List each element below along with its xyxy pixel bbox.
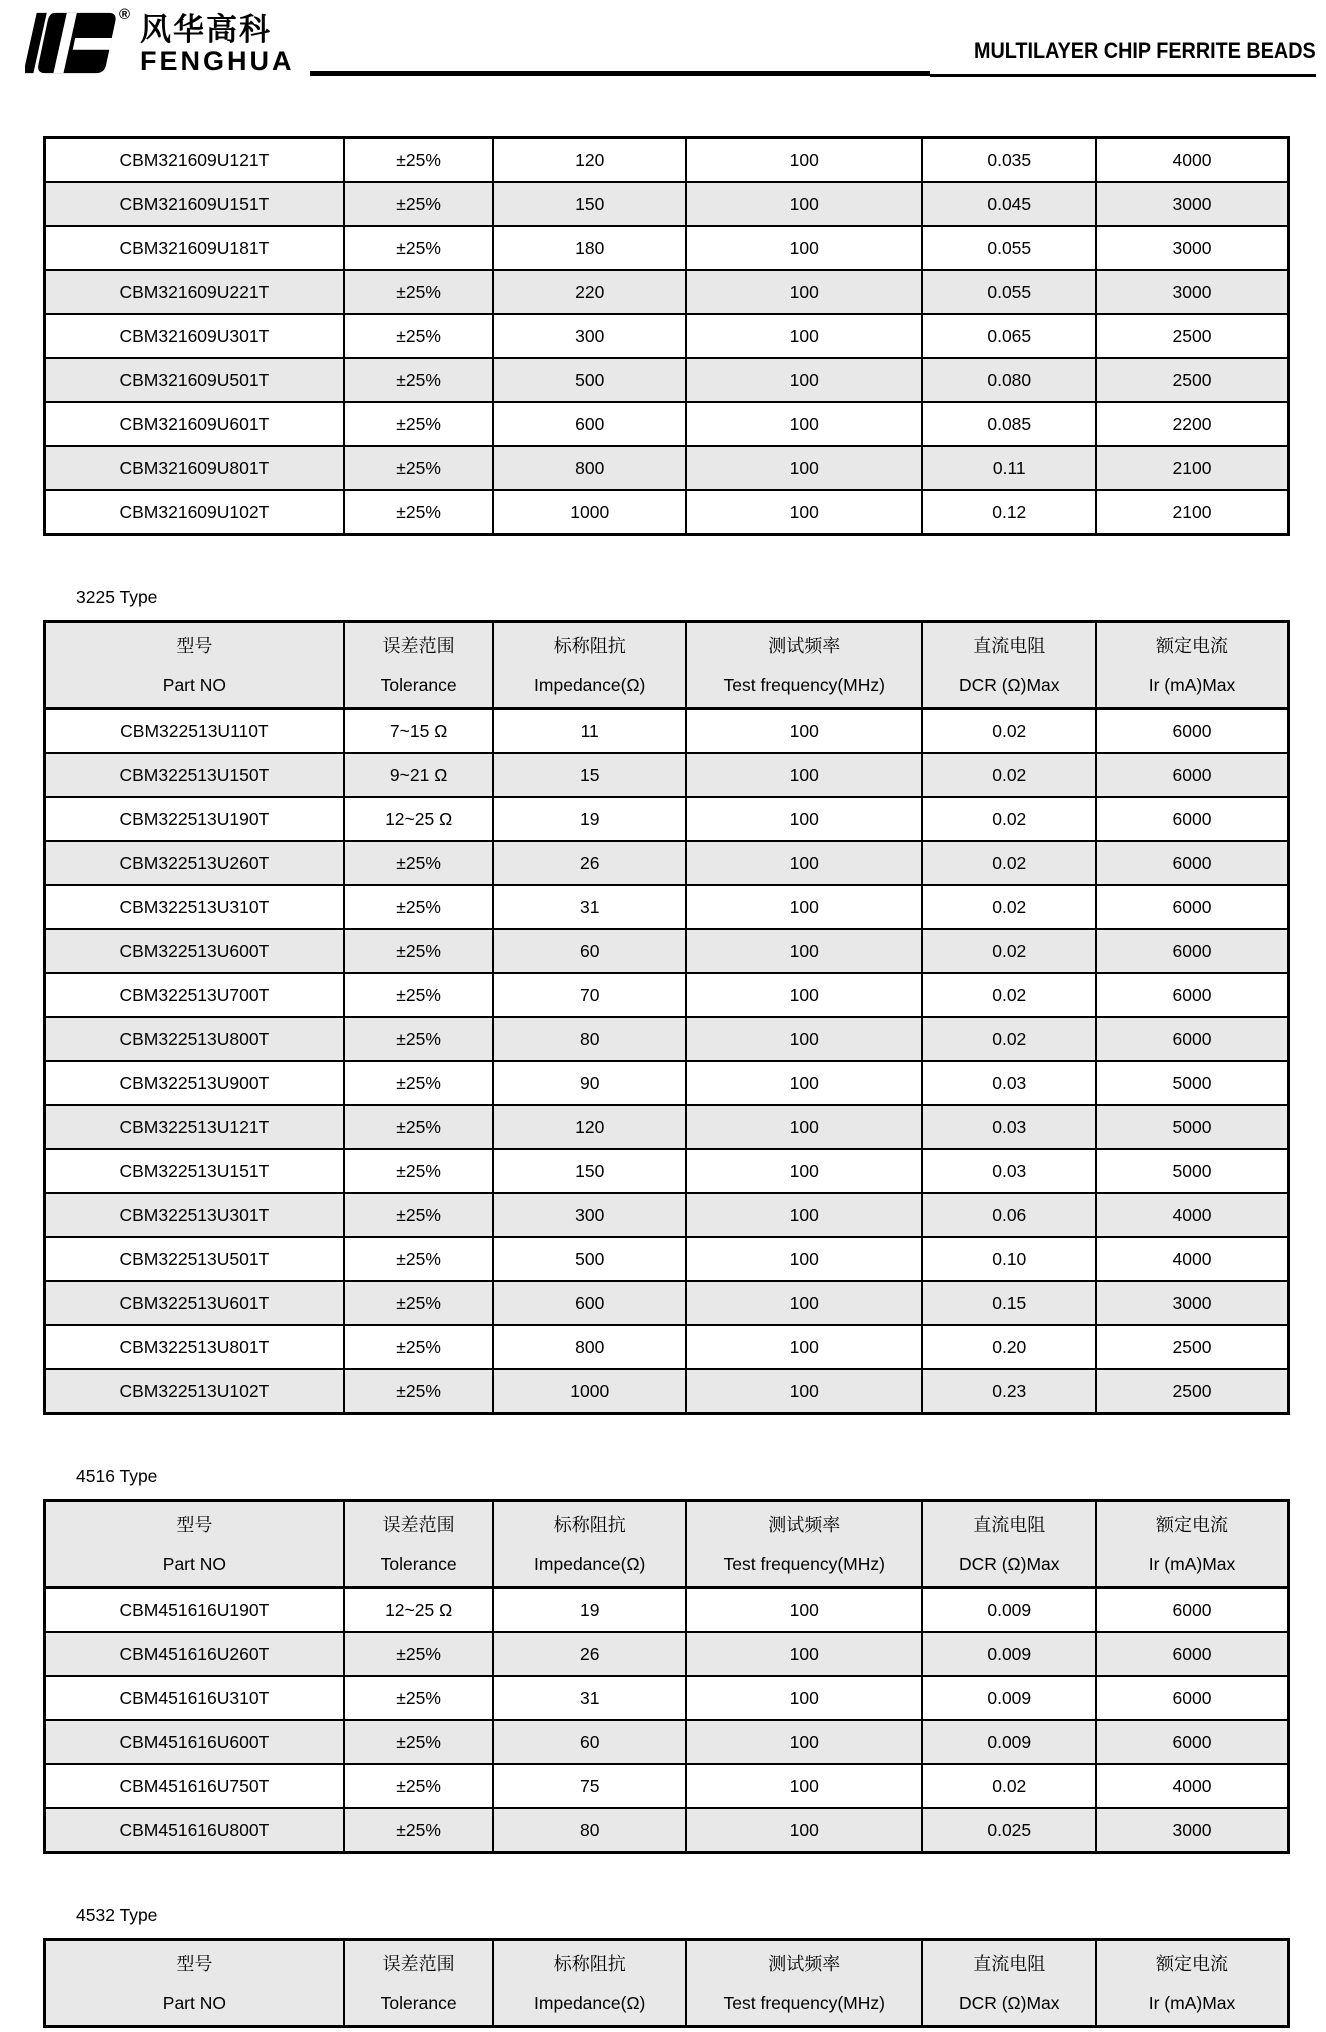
table-cell: 300 xyxy=(493,1193,686,1237)
table-row xyxy=(45,226,1289,270)
table-cell: ±25% xyxy=(344,270,494,314)
table-cell: 100 xyxy=(686,709,922,754)
table-row xyxy=(45,490,1289,535)
fenghua-logo-icon xyxy=(25,8,117,78)
table-cell: 0.085 xyxy=(922,402,1096,446)
table-cell: 100 xyxy=(686,1588,922,1633)
table-cell: 6000 xyxy=(1096,885,1288,929)
table-cell: CBM322513U110T xyxy=(45,709,344,754)
table-cell: 100 xyxy=(686,1325,922,1369)
table-cell: ±25% xyxy=(344,314,494,358)
table-cell: 31 xyxy=(493,1676,686,1720)
table-cell: CBM321609U801T xyxy=(45,446,344,490)
table-cell: 0.02 xyxy=(922,885,1096,929)
table-cell: 26 xyxy=(493,1632,686,1676)
table-row xyxy=(45,1061,1289,1105)
table-cell: 0.025 xyxy=(922,1808,1096,1853)
brand-text xyxy=(140,14,295,75)
table-cell: 0.055 xyxy=(922,270,1096,314)
table-cell: 4000 xyxy=(1096,1764,1288,1808)
table-cell: 6000 xyxy=(1096,709,1288,754)
table-cell: CBM322513U301T xyxy=(45,1193,344,1237)
table-cell: 0.02 xyxy=(922,841,1096,885)
table-cell: ±25% xyxy=(344,1281,494,1325)
table-cell: 0.009 xyxy=(922,1588,1096,1633)
table-cell: 0.055 xyxy=(922,226,1096,270)
table-cell: CBM322513U801T xyxy=(45,1325,344,1369)
table-row xyxy=(45,709,1289,754)
table-cell: 800 xyxy=(493,1325,686,1369)
table-cell: ±25% xyxy=(344,929,494,973)
table-cell: 0.03 xyxy=(922,1061,1096,1105)
table-cell: 100 xyxy=(686,841,922,885)
table-cell: CBM321609U102T xyxy=(45,490,344,535)
table-cell: CBM322513U190T xyxy=(45,797,344,841)
table-cell: 6000 xyxy=(1096,841,1288,885)
table-cell: CBM322513U501T xyxy=(45,1237,344,1281)
table-cell: 5000 xyxy=(1096,1061,1288,1105)
col-header-frequency: 测试频率 Test frequency(MHz) xyxy=(686,622,922,709)
table-cell: 80 xyxy=(493,1017,686,1061)
table-cell: CBM451616U800T xyxy=(45,1808,344,1853)
table-cell: 11 xyxy=(493,709,686,754)
table-cell: 0.009 xyxy=(922,1676,1096,1720)
section-4516 xyxy=(43,1465,1290,1854)
table-cell: 0.23 xyxy=(922,1369,1096,1414)
table-cell: 100 xyxy=(686,1676,922,1720)
table-cell: 0.065 xyxy=(922,314,1096,358)
table-row xyxy=(45,797,1289,841)
table-cell: 100 xyxy=(686,270,922,314)
table-cell: ±25% xyxy=(344,1193,494,1237)
table-cell: 2500 xyxy=(1096,358,1288,402)
table-cell: 100 xyxy=(686,358,922,402)
table-cell: CBM321609U501T xyxy=(45,358,344,402)
table-cell: 0.035 xyxy=(922,138,1096,183)
table-cell: 100 xyxy=(686,1149,922,1193)
table-cell: ±25% xyxy=(344,1017,494,1061)
col-header-dcr: 直流电阻 DCR (Ω)Max xyxy=(922,1501,1096,1588)
col-header-tolerance: 误差范围 Tolerance xyxy=(344,1940,494,2027)
table-cell: ±25% xyxy=(344,1061,494,1105)
table-cell: 7~15 Ω xyxy=(344,709,494,754)
type-label-3225: 3225 Type xyxy=(76,587,158,607)
spec-table-3225 xyxy=(43,620,1290,1415)
table-cell: CBM322513U601T xyxy=(45,1281,344,1325)
spec-table-4532 xyxy=(43,1938,1290,2028)
table-cell: CBM321609U151T xyxy=(45,182,344,226)
table-cell: 90 xyxy=(493,1061,686,1105)
table-header xyxy=(45,1501,1289,1588)
table-row xyxy=(45,1369,1289,1414)
table-cell: 100 xyxy=(686,1061,922,1105)
table-cell: 0.02 xyxy=(922,973,1096,1017)
table-cell: 3000 xyxy=(1096,182,1288,226)
table-cell: 0.06 xyxy=(922,1193,1096,1237)
table-cell: CBM322513U900T xyxy=(45,1061,344,1105)
table-cell: 0.080 xyxy=(922,358,1096,402)
table-cell: 0.02 xyxy=(922,797,1096,841)
col-header-dcr: 直流电阻 DCR (Ω)Max xyxy=(922,622,1096,709)
table-row xyxy=(45,358,1289,402)
table-cell: 100 xyxy=(686,973,922,1017)
table-header xyxy=(45,622,1289,709)
table-cell: CBM321609U121T xyxy=(45,138,344,183)
table-cell: CBM322513U150T xyxy=(45,753,344,797)
table-cell: 100 xyxy=(686,182,922,226)
table-cell: 120 xyxy=(493,1105,686,1149)
section-4532 xyxy=(43,1904,1290,2028)
table-cell: ±25% xyxy=(344,885,494,929)
table-cell: 100 xyxy=(686,1764,922,1808)
table-cell: 19 xyxy=(493,797,686,841)
table-cell: 6000 xyxy=(1096,1720,1288,1764)
table-cell: ±25% xyxy=(344,1632,494,1676)
table-cell: ±25% xyxy=(344,1676,494,1720)
table-cell: CBM322513U310T xyxy=(45,885,344,929)
table-cell: 2500 xyxy=(1096,1325,1288,1369)
table-cell: 5000 xyxy=(1096,1149,1288,1193)
table-cell: 600 xyxy=(493,1281,686,1325)
registered-trademark-icon: ® xyxy=(119,6,131,23)
table-cell: 120 xyxy=(493,138,686,183)
table-row xyxy=(45,885,1289,929)
section-321609 xyxy=(43,136,1290,536)
table-cell: 12~25 Ω xyxy=(344,1588,494,1633)
table-row xyxy=(45,973,1289,1017)
table-cell: CBM321609U601T xyxy=(45,402,344,446)
table-cell: CBM321609U221T xyxy=(45,270,344,314)
table-cell: 180 xyxy=(493,226,686,270)
table-cell: ±25% xyxy=(344,1720,494,1764)
table-cell: 2100 xyxy=(1096,490,1288,535)
col-header-frequency: 测试频率 Test frequency(MHz) xyxy=(686,1940,922,2027)
table-cell: 220 xyxy=(493,270,686,314)
table-cell: ±25% xyxy=(344,138,494,183)
table-cell: 0.02 xyxy=(922,929,1096,973)
table-row xyxy=(45,270,1289,314)
table-cell: 0.02 xyxy=(922,753,1096,797)
table-cell: 80 xyxy=(493,1808,686,1853)
table-cell: CBM322513U600T xyxy=(45,929,344,973)
table-cell: CBM451616U190T xyxy=(45,1588,344,1633)
table-cell: 100 xyxy=(686,1193,922,1237)
table-cell: 100 xyxy=(686,753,922,797)
table-row xyxy=(45,182,1289,226)
col-header-dcr: 直流电阻 DCR (Ω)Max xyxy=(922,1940,1096,2027)
table-cell: ±25% xyxy=(344,1149,494,1193)
col-header-tolerance: 误差范围 Tolerance xyxy=(344,622,494,709)
table-cell: 150 xyxy=(493,1149,686,1193)
table-row xyxy=(45,753,1289,797)
table-cell: ±25% xyxy=(344,182,494,226)
table-row xyxy=(45,1193,1289,1237)
table-cell: ±25% xyxy=(344,1237,494,1281)
table-cell: 2500 xyxy=(1096,314,1288,358)
table-cell: CBM322513U700T xyxy=(45,973,344,1017)
page-title: MULTILAYER CHIP FERRITE BEADS xyxy=(974,38,1316,63)
table-cell: 0.10 xyxy=(922,1237,1096,1281)
table-cell: 600 xyxy=(493,402,686,446)
table-cell: 6000 xyxy=(1096,1017,1288,1061)
col-header-part-no: 型号 Part NO xyxy=(45,1940,344,2027)
table-cell: 100 xyxy=(686,1237,922,1281)
brand-name-english: FENGHUA xyxy=(140,46,295,76)
col-header-current: 额定电流 Ir (mA)Max xyxy=(1096,1940,1288,2027)
table-cell: 3000 xyxy=(1096,270,1288,314)
table-cell: CBM451616U310T xyxy=(45,1676,344,1720)
table-cell: 12~25 Ω xyxy=(344,797,494,841)
table-row xyxy=(45,1237,1289,1281)
table-cell: 0.02 xyxy=(922,1017,1096,1061)
table-cell: 100 xyxy=(686,1017,922,1061)
table-cell: ±25% xyxy=(344,1369,494,1414)
table-cell: 300 xyxy=(493,314,686,358)
table-row xyxy=(45,1149,1289,1193)
table-row xyxy=(45,402,1289,446)
table-cell: 150 xyxy=(493,182,686,226)
table-cell: 100 xyxy=(686,226,922,270)
spec-table-4516 xyxy=(43,1499,1290,1854)
table-row xyxy=(45,1764,1289,1808)
table-cell: 100 xyxy=(686,402,922,446)
table-cell: 500 xyxy=(493,1237,686,1281)
page-header xyxy=(0,0,1326,80)
table-cell: 0.20 xyxy=(922,1325,1096,1369)
table-cell: ±25% xyxy=(344,1325,494,1369)
table-cell: 1000 xyxy=(493,1369,686,1414)
header-rule-thin xyxy=(930,74,1316,77)
table-cell: 100 xyxy=(686,1281,922,1325)
col-header-tolerance: 误差范围 Tolerance xyxy=(344,1501,494,1588)
table-cell: 9~21 Ω xyxy=(344,753,494,797)
table-row xyxy=(45,841,1289,885)
table-cell: 2100 xyxy=(1096,446,1288,490)
table-cell: 0.03 xyxy=(922,1105,1096,1149)
col-header-part-no: 型号 Part NO xyxy=(45,1501,344,1588)
table-cell: ±25% xyxy=(344,490,494,535)
table-cell: CBM322513U102T xyxy=(45,1369,344,1414)
table-cell: 6000 xyxy=(1096,753,1288,797)
type-label-4516: 4516 Type xyxy=(76,1466,158,1486)
table-row xyxy=(45,446,1289,490)
table-cell: 0.02 xyxy=(922,1764,1096,1808)
table-cell: 100 xyxy=(686,1369,922,1414)
table-cell: 60 xyxy=(493,1720,686,1764)
table-cell: 60 xyxy=(493,929,686,973)
table-cell: 100 xyxy=(686,1632,922,1676)
table-cell: 100 xyxy=(686,138,922,183)
table-cell: 500 xyxy=(493,358,686,402)
table-cell: ±25% xyxy=(344,1764,494,1808)
table-cell: 5000 xyxy=(1096,1105,1288,1149)
table-cell: 100 xyxy=(686,797,922,841)
table-cell: 0.12 xyxy=(922,490,1096,535)
col-header-current: 额定电流 Ir (mA)Max xyxy=(1096,1501,1288,1588)
table-cell: CBM321609U301T xyxy=(45,314,344,358)
table-cell: 6000 xyxy=(1096,1676,1288,1720)
col-header-impedance: 标称阻抗 Impedance(Ω) xyxy=(493,1940,686,2027)
table-cell: 0.045 xyxy=(922,182,1096,226)
table-cell: 4000 xyxy=(1096,1193,1288,1237)
table-cell: CBM451616U260T xyxy=(45,1632,344,1676)
table-cell: CBM322513U121T xyxy=(45,1105,344,1149)
table-cell: 100 xyxy=(686,446,922,490)
table-cell: 4000 xyxy=(1096,138,1288,183)
table-cell: ±25% xyxy=(344,973,494,1017)
table-cell: 0.03 xyxy=(922,1149,1096,1193)
table-cell: CBM322513U260T xyxy=(45,841,344,885)
table-cell: CBM322513U151T xyxy=(45,1149,344,1193)
table-row xyxy=(45,314,1289,358)
table-cell: 2500 xyxy=(1096,1369,1288,1414)
table-row xyxy=(45,1676,1289,1720)
table-row xyxy=(45,1588,1289,1633)
content xyxy=(43,136,1290,2028)
table-cell: ±25% xyxy=(344,402,494,446)
table-cell: 6000 xyxy=(1096,1632,1288,1676)
col-header-part-no: 型号 Part NO xyxy=(45,622,344,709)
section-3225 xyxy=(43,586,1290,1415)
table-row xyxy=(45,1105,1289,1149)
table-cell: 4000 xyxy=(1096,1237,1288,1281)
table-row xyxy=(45,138,1289,183)
table-cell: 100 xyxy=(686,929,922,973)
brand-name-chinese: 风华高科 xyxy=(140,12,272,47)
table-cell: 100 xyxy=(686,885,922,929)
header-rule-thick xyxy=(310,71,930,76)
col-header-current: 额定电流 Ir (mA)Max xyxy=(1096,622,1288,709)
table-row xyxy=(45,929,1289,973)
table-cell: 31 xyxy=(493,885,686,929)
table-header xyxy=(45,1940,1289,2027)
table-cell: 0.02 xyxy=(922,709,1096,754)
table-cell: 100 xyxy=(686,1720,922,1764)
spec-table-321609 xyxy=(43,136,1290,536)
table-cell: 70 xyxy=(493,973,686,1017)
table-cell: 800 xyxy=(493,446,686,490)
type-label-4532: 4532 Type xyxy=(76,1905,158,1925)
table-cell: ±25% xyxy=(344,1808,494,1853)
table-cell: 0.11 xyxy=(922,446,1096,490)
table-cell: 26 xyxy=(493,841,686,885)
table-cell: ±25% xyxy=(344,226,494,270)
table-cell: 100 xyxy=(686,1105,922,1149)
col-header-impedance: 标称阻抗 Impedance(Ω) xyxy=(493,622,686,709)
table-cell: 3000 xyxy=(1096,1281,1288,1325)
table-row xyxy=(45,1017,1289,1061)
table-cell: CBM451616U750T xyxy=(45,1764,344,1808)
table-cell: ±25% xyxy=(344,1105,494,1149)
table-cell: 100 xyxy=(686,1808,922,1853)
table-cell: 100 xyxy=(686,314,922,358)
table-cell: 75 xyxy=(493,1764,686,1808)
table-row xyxy=(45,1281,1289,1325)
table-row xyxy=(45,1632,1289,1676)
table-cell: 1000 xyxy=(493,490,686,535)
table-cell: ±25% xyxy=(344,446,494,490)
table-row xyxy=(45,1808,1289,1853)
table-cell: 6000 xyxy=(1096,797,1288,841)
table-cell: 19 xyxy=(493,1588,686,1633)
table-cell: 100 xyxy=(686,490,922,535)
table-cell: 0.009 xyxy=(922,1632,1096,1676)
table-cell: CBM322513U800T xyxy=(45,1017,344,1061)
table-cell: 6000 xyxy=(1096,973,1288,1017)
table-cell: 3000 xyxy=(1096,1808,1288,1853)
table-cell: ±25% xyxy=(344,358,494,402)
col-header-impedance: 标称阻抗 Impedance(Ω) xyxy=(493,1501,686,1588)
table-cell: 3000 xyxy=(1096,226,1288,270)
table-cell: ±25% xyxy=(344,841,494,885)
table-cell: 6000 xyxy=(1096,929,1288,973)
table-cell: CBM451616U600T xyxy=(45,1720,344,1764)
table-row xyxy=(45,1720,1289,1764)
col-header-frequency: 测试频率 Test frequency(MHz) xyxy=(686,1501,922,1588)
table-cell: 0.15 xyxy=(922,1281,1096,1325)
table-cell: CBM321609U181T xyxy=(45,226,344,270)
table-cell: 15 xyxy=(493,753,686,797)
table-cell: 0.009 xyxy=(922,1720,1096,1764)
table-row xyxy=(45,1325,1289,1369)
table-cell: 2200 xyxy=(1096,402,1288,446)
table-cell: 6000 xyxy=(1096,1588,1288,1633)
